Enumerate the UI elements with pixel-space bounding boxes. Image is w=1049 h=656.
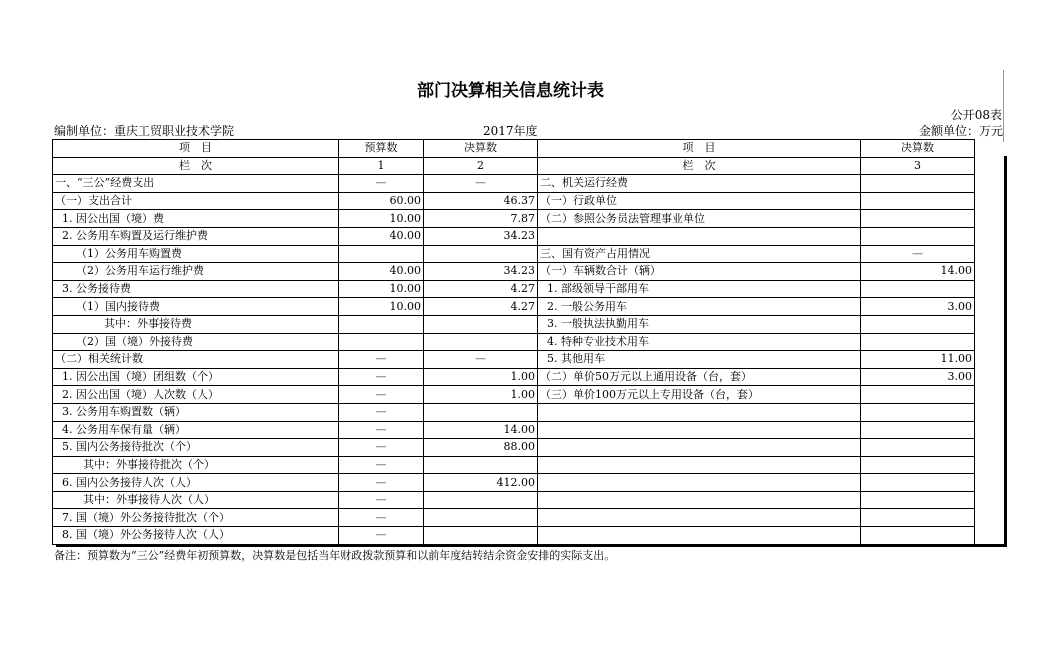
final-cell: 4.27 bbox=[424, 280, 538, 298]
final2-cell bbox=[861, 333, 975, 351]
final2-cell: 3.00 bbox=[861, 368, 975, 386]
header-item: 项 目 bbox=[53, 140, 339, 158]
item2-cell: 2. 一般公务用车 bbox=[538, 298, 861, 316]
column-number-row bbox=[53, 157, 975, 175]
table-row bbox=[53, 175, 975, 193]
statistics-table bbox=[52, 139, 975, 545]
final2-cell bbox=[861, 315, 975, 333]
statistics-table-wrap bbox=[52, 139, 975, 545]
final-cell: 46.37 bbox=[424, 192, 538, 210]
table-row bbox=[53, 280, 975, 298]
budget-cell: — bbox=[339, 175, 424, 193]
item2-cell bbox=[538, 491, 861, 509]
item-cell: （2）国（境）外接待费 bbox=[53, 333, 339, 351]
budget-cell: — bbox=[339, 439, 424, 457]
budget-cell: 10.00 bbox=[339, 280, 424, 298]
item-cell: 其中：外事接待批次（个） bbox=[53, 456, 339, 474]
final2-cell bbox=[861, 421, 975, 439]
amount-unit: 金额单位：万元 bbox=[918, 124, 1003, 138]
final-cell bbox=[424, 527, 538, 545]
final-cell: 14.00 bbox=[424, 421, 538, 439]
item-cell: 其中：外事接待费 bbox=[53, 315, 339, 333]
table-row bbox=[53, 421, 975, 439]
budget-cell: 10.00 bbox=[339, 210, 424, 228]
item2-cell bbox=[538, 421, 861, 439]
item2-cell: （一）行政单位 bbox=[538, 192, 861, 210]
item-cell: （一）支出合计 bbox=[53, 192, 339, 210]
final2-cell bbox=[861, 227, 975, 245]
header-item-2: 项 目 bbox=[538, 140, 861, 158]
item2-cell: 二、机关运行经费 bbox=[538, 175, 861, 193]
item-cell: 4. 公务用车保有量（辆） bbox=[53, 421, 339, 439]
final-cell: — bbox=[424, 351, 538, 369]
item-cell: 6. 国内公务接待人次（人） bbox=[53, 474, 339, 492]
header-row bbox=[53, 140, 975, 158]
table-row bbox=[53, 474, 975, 492]
item-cell: 3. 公务用车购置数（辆） bbox=[53, 403, 339, 421]
table-row bbox=[53, 298, 975, 316]
final2-cell: 3.00 bbox=[861, 298, 975, 316]
header-budget: 预算数 bbox=[339, 140, 424, 158]
item2-cell bbox=[538, 527, 861, 545]
col-label-2: 栏 次 bbox=[538, 157, 861, 175]
budget-cell: 40.00 bbox=[339, 263, 424, 281]
final-cell: 7.87 bbox=[424, 210, 538, 228]
item2-cell: （一）车辆数合计（辆） bbox=[538, 263, 861, 281]
table-row bbox=[53, 439, 975, 457]
item-cell: 其中：外事接待人次（人） bbox=[53, 491, 339, 509]
table-row bbox=[53, 403, 975, 421]
table-row bbox=[53, 351, 975, 369]
final2-cell bbox=[861, 210, 975, 228]
page-title: 部门决算相关信息统计表 bbox=[417, 81, 604, 101]
item2-cell bbox=[538, 474, 861, 492]
item-cell: （1）国内接待费 bbox=[53, 298, 339, 316]
item2-cell: 4. 特种专业技术用车 bbox=[538, 333, 861, 351]
col-num-3: 3 bbox=[861, 157, 975, 175]
budget-cell: 40.00 bbox=[339, 227, 424, 245]
final-cell bbox=[424, 403, 538, 421]
item-cell: 5. 国内公务接待批次（个） bbox=[53, 439, 339, 457]
budget-cell: — bbox=[339, 509, 424, 527]
item-cell: 1. 因公出国（境）费 bbox=[53, 210, 339, 228]
final-cell: 412.00 bbox=[424, 474, 538, 492]
final2-cell bbox=[861, 509, 975, 527]
footnote: 备注：预算数为“三公”经费年初预算数，决算数是包括当年财政拨款预算和以前年度结转结余资金安排的实际支出。 bbox=[54, 549, 616, 562]
table-row bbox=[53, 456, 975, 474]
item2-cell bbox=[538, 403, 861, 421]
final2-cell: 14.00 bbox=[861, 263, 975, 281]
budget-cell: — bbox=[339, 351, 424, 369]
table-row bbox=[53, 315, 975, 333]
final2-cell bbox=[861, 474, 975, 492]
table-row bbox=[53, 509, 975, 527]
final-cell: 1.00 bbox=[424, 386, 538, 404]
item2-cell: （二）参照公务员法管理事业单位 bbox=[538, 210, 861, 228]
final2-cell bbox=[861, 527, 975, 545]
final-cell: 4.27 bbox=[424, 298, 538, 316]
fiscal-year: 2017年度 bbox=[483, 124, 538, 138]
header-final-2: 决算数 bbox=[861, 140, 975, 158]
table-row bbox=[53, 210, 975, 228]
table-body bbox=[53, 140, 975, 545]
table-row bbox=[53, 386, 975, 404]
budget-cell: 60.00 bbox=[339, 192, 424, 210]
budget-cell: — bbox=[339, 386, 424, 404]
budget-cell: — bbox=[339, 527, 424, 545]
item2-cell: 3. 一般执法执勤用车 bbox=[538, 315, 861, 333]
final-cell bbox=[424, 491, 538, 509]
final-cell: 34.23 bbox=[424, 227, 538, 245]
final2-cell bbox=[861, 491, 975, 509]
item-cell: 2. 公务用车购置及运行维护费 bbox=[53, 227, 339, 245]
table-row bbox=[53, 192, 975, 210]
item2-cell bbox=[538, 439, 861, 457]
item-cell: （2）公务用车运行维护费 bbox=[53, 263, 339, 281]
table-row bbox=[53, 527, 975, 545]
table-row bbox=[53, 491, 975, 509]
final-cell: — bbox=[424, 175, 538, 193]
budget-cell: 10.00 bbox=[339, 298, 424, 316]
table-row bbox=[53, 227, 975, 245]
item2-cell: 三、国有资产占用情况 bbox=[538, 245, 861, 263]
final2-cell bbox=[861, 175, 975, 193]
budget-cell bbox=[339, 333, 424, 351]
final-cell bbox=[424, 315, 538, 333]
final-cell bbox=[424, 245, 538, 263]
table-row bbox=[53, 263, 975, 281]
final-cell bbox=[424, 456, 538, 474]
item-cell: 一、“三公”经费支出 bbox=[53, 175, 339, 193]
budget-cell: — bbox=[339, 456, 424, 474]
item2-cell: （二）单价50万元以上通用设备（台，套） bbox=[538, 368, 861, 386]
item-cell: 3. 公务接待费 bbox=[53, 280, 339, 298]
col-num-2: 2 bbox=[424, 157, 538, 175]
item-cell: （二）相关统计数 bbox=[53, 351, 339, 369]
item2-cell: （三）单价100万元以上专用设备（台，套） bbox=[538, 386, 861, 404]
budget-cell: — bbox=[339, 421, 424, 439]
item-cell: 2. 因公出国（境）人次数（人） bbox=[53, 386, 339, 404]
final2-cell bbox=[861, 386, 975, 404]
final2-cell: — bbox=[861, 245, 975, 263]
item2-cell: 5. 其他用车 bbox=[538, 351, 861, 369]
final-cell bbox=[424, 509, 538, 527]
col-num-1: 1 bbox=[339, 157, 424, 175]
final-cell: 34.23 bbox=[424, 263, 538, 281]
final-cell: 88.00 bbox=[424, 439, 538, 457]
table-shadow-right bbox=[1004, 156, 1007, 545]
final2-cell bbox=[861, 439, 975, 457]
item2-cell bbox=[538, 456, 861, 474]
budget-cell: — bbox=[339, 403, 424, 421]
form-number: 公开08表 bbox=[950, 108, 1002, 122]
final-cell: 1.00 bbox=[424, 368, 538, 386]
budget-cell: — bbox=[339, 474, 424, 492]
item-cell: 7. 国（境）外公务接待批次（个） bbox=[53, 509, 339, 527]
budget-cell bbox=[339, 315, 424, 333]
final2-cell: 11.00 bbox=[861, 351, 975, 369]
final2-cell bbox=[861, 403, 975, 421]
item-cell: 1. 因公出国（境）团组数（个） bbox=[53, 368, 339, 386]
compiling-unit: 编制单位：重庆工贸职业技术学院 bbox=[54, 124, 235, 138]
budget-cell: — bbox=[339, 491, 424, 509]
budget-cell: — bbox=[339, 368, 424, 386]
budget-cell bbox=[339, 245, 424, 263]
item2-cell: 1. 部级领导干部用车 bbox=[538, 280, 861, 298]
header-final: 决算数 bbox=[424, 140, 538, 158]
item-cell: （1）公务用车购置费 bbox=[53, 245, 339, 263]
final-cell bbox=[424, 333, 538, 351]
final2-cell bbox=[861, 192, 975, 210]
col-label: 栏 次 bbox=[53, 157, 339, 175]
final2-cell bbox=[861, 280, 975, 298]
table-row bbox=[53, 333, 975, 351]
final2-cell bbox=[861, 456, 975, 474]
item-cell: 8. 国（境）外公务接待人次（人） bbox=[53, 527, 339, 545]
table-row bbox=[53, 368, 975, 386]
table-row bbox=[53, 245, 975, 263]
item2-cell bbox=[538, 509, 861, 527]
item2-cell bbox=[538, 227, 861, 245]
